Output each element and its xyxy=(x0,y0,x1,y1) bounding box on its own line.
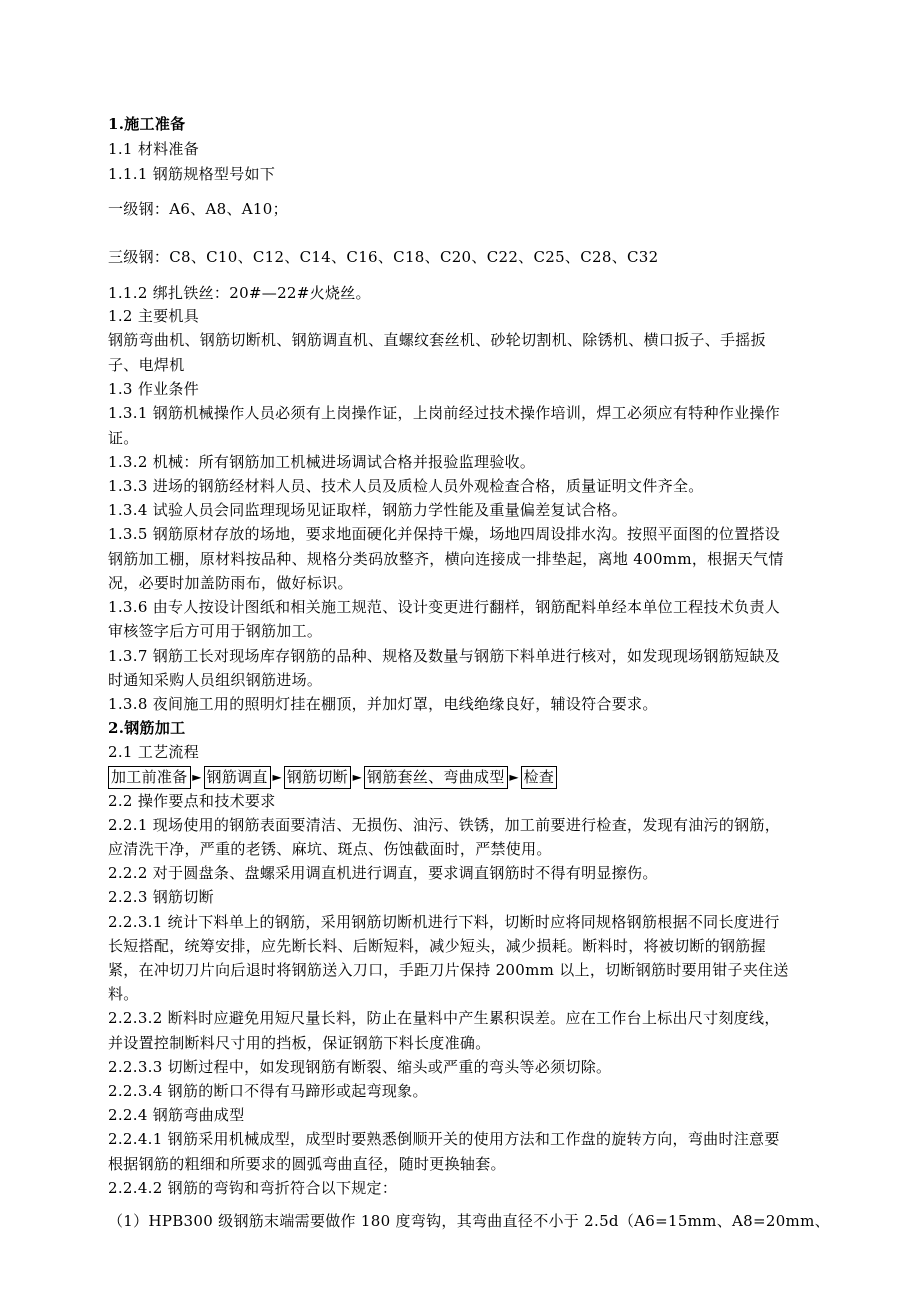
subheading-process-flow: 2.1 工艺流程 xyxy=(108,743,200,761)
grade-three-steel-line: 三级钢：C8、C10、C12、C14、C16、C18、C20、C22、C25、C28、C32 xyxy=(108,248,659,266)
paragraph-line: 2.2.3.2 断料时应避免用短尺量长料，防止在量料中产生累积误差。应在工作台上标出尺寸刻度线， xyxy=(108,1009,780,1027)
paragraph-line: 1.3.6 由专人按设计图纸和相关施工规范、设计变更进行翻样，钢筋配料单经本单位工程技术负责人 xyxy=(108,598,781,616)
flow-step-inspection: 检查 xyxy=(521,766,558,789)
flow-step-cutting: 钢筋切断 xyxy=(284,766,351,789)
heading-rebar-processing: 2.钢筋加工 xyxy=(108,719,186,737)
heading-construction-preparation: 1.施工准备 xyxy=(108,115,186,133)
paragraph-line: 长短搭配，统筹安排，应先断长料、后断短料，减少短头，减少损耗。断料时，将被切断的钢筋握 xyxy=(108,937,766,955)
subheading-key-operations: 2.2 操作要点和技术要求 xyxy=(108,792,276,810)
arrow-right-icon: ► xyxy=(272,769,282,784)
paragraph-line: 1.3.7 钢筋工长对现场库存钢筋的品种、规格及数量与钢筋下料单进行核对，如发现现场钢筋短缺及 xyxy=(108,647,781,665)
paragraph-line: 1.3.1 钢筋机械操作人员必须有上岗操作证，上岗前经过技术操作培训，焊工必须应有特种作业操作 xyxy=(108,404,781,422)
flow-step-straightening: 钢筋调直 xyxy=(204,766,271,789)
subheading-rebar-bending: 2.2.4 钢筋弯曲成型 xyxy=(108,1106,245,1124)
subheading-material-preparation: 1.1 材料准备 xyxy=(108,140,200,158)
clause-1-1-1: 1.1.1 钢筋规格型号如下 xyxy=(108,165,276,183)
subheading-main-machinery: 1.2 主要机具 xyxy=(108,307,200,325)
clause-1-3-8: 1.3.8 夜间施工用的照明灯挂在棚顶，并加灯罩，电线绝缘良好，辅设符合要求。 xyxy=(108,695,658,713)
arrow-right-icon: ► xyxy=(352,769,363,784)
arrow-right-icon: ► xyxy=(192,769,202,784)
paragraph-line: 并设置控制断料尺寸用的挡板，保证钢筋下料长度准确。 xyxy=(108,1034,491,1052)
paragraph-line: 根据钢筋的粗细和所要求的圆弧弯曲直径，随时更换轴套。 xyxy=(108,1155,506,1173)
paragraph-line: 钢筋加工棚，原材料按品种、规格分类码放整齐，横向连接成一排垫起，离地 400mm，根据天气情 xyxy=(108,550,784,568)
paragraph-line: 应清洗干净，严重的老锈、麻坑、斑点、伤蚀截面时，严禁使用。 xyxy=(108,840,552,858)
clause-1-3-3: 1.3.3 进场的钢筋经材料人员、技术人员及质检人员外观检查合格，质量证明文件齐全。 xyxy=(108,477,704,495)
clause-2-2-3-3: 2.2.3.3 切断过程中，如发现钢筋有断裂、缩头或严重的弯头等必须切除。 xyxy=(108,1058,612,1076)
process-flow-diagram xyxy=(108,765,557,789)
clause-2-2-3-4: 2.2.3.4 钢筋的断口不得有马蹄形或起弯现象。 xyxy=(108,1082,428,1100)
arrow-right-icon: ► xyxy=(509,769,519,784)
paragraph-line: 证。 xyxy=(108,429,139,447)
paragraph-line: 2.2.3.1 统计下料单上的钢筋，采用钢筋切断机进行下料，切断时应将同规格钢筋根据不同长度进行 xyxy=(108,913,780,931)
clause-2-2-2: 2.2.2 对于圆盘条、盘螺采用调直机进行调直，要求调直钢筋时不得有明显擦伤。 xyxy=(108,864,658,882)
flow-step-pre-processing: 加工前准备 xyxy=(108,766,191,789)
paragraph-line: 料。 xyxy=(108,985,139,1003)
paragraph-line: （1）HPB300 级钢筋末端需要做作 180 度弯钩，其弯曲直径不小于 2.5d（A6=15mm、A8=20mm、 xyxy=(108,1212,830,1230)
subheading-rebar-cutting: 2.2.3 钢筋切断 xyxy=(108,888,214,906)
clause-1-3-2: 1.3.2 机械：所有钢筋加工机械进场调试合格并报验监理验收。 xyxy=(108,453,536,471)
clause-1-3-4: 1.3.4 试验人员会同监理现场见证取样，钢筋力学性能及重量偏差复试合格。 xyxy=(108,501,628,519)
clause-2-2-4-2: 2.2.4.2 钢筋的弯钩和弯折符合以下规定： xyxy=(108,1179,398,1197)
paragraph-line: 时通知采购人员组织钢筋进场。 xyxy=(108,671,323,689)
grade-one-steel-line: 一级钢：A6、A8、A10； xyxy=(108,200,288,218)
paragraph-line: 2.2.4.1 钢筋采用机械成型，成型时要熟悉倒顺开关的使用方法和工作盘的旋转方向，弯曲时注意要 xyxy=(108,1130,780,1148)
paragraph-line: 2.2.1 现场使用的钢筋表面要清洁、无损伤、油污、铁锈，加工前要进行检查，发现有油污的钢筋， xyxy=(108,816,781,834)
clause-1-1-2: 1.1.2 绑扎铁丝：20#—22#火烧丝。 xyxy=(108,284,371,302)
flow-step-threading-bending: 钢筋套丝、弯曲成型 xyxy=(364,766,508,789)
paragraph-line: 1.3.5 钢筋原材存放的场地，要求地面硬化并保持干燥，场地四周设排水沟。按照平面图的位置搭设 xyxy=(108,525,781,543)
subheading-working-conditions: 1.3 作业条件 xyxy=(108,380,200,398)
paragraph-line: 钢筋弯曲机、钢筋切断机、钢筋调直机、直螺纹套丝机、砂轮切割机、除锈机、横口扳子、手摇扳 xyxy=(108,331,766,349)
paragraph-line: 审核签字后方可用于钢筋加工。 xyxy=(108,622,323,640)
paragraph-line: 紧，在冲切刀片向后退时将钢筋送入刀口，手距刀片保持 200mm 以上，切断钢筋时要用钳子夹住送 xyxy=(108,961,789,979)
paragraph-line: 子、电焊机 xyxy=(108,356,185,374)
paragraph-line: 况，必要时加盖防雨布，做好标识。 xyxy=(108,574,353,592)
